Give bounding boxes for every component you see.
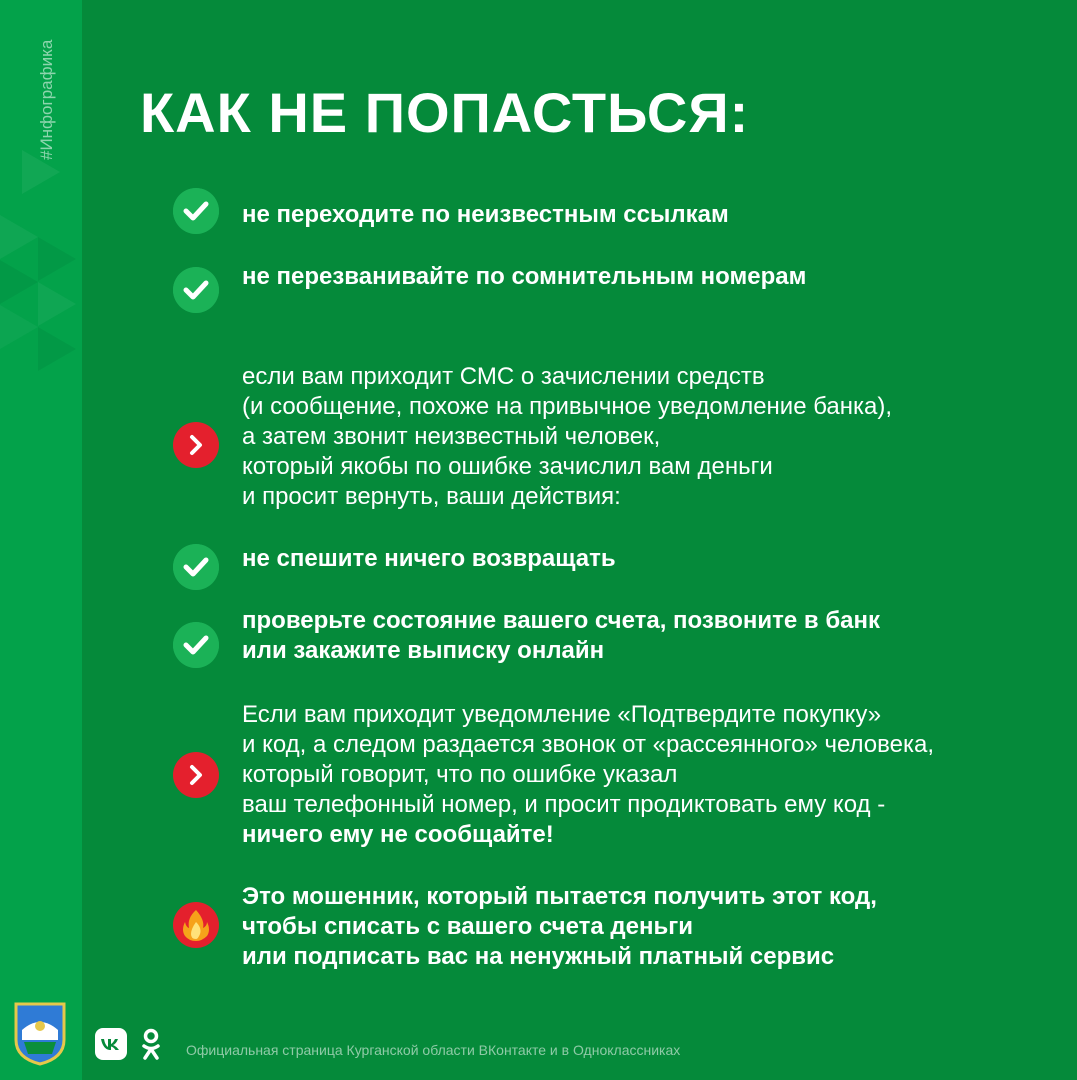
tip-text-2: не перезванивайте по сомнительным номерам: [242, 263, 807, 290]
check-icon: [173, 544, 219, 590]
check-icon: [173, 188, 219, 234]
page-title: КАК НЕ ПОПАСТЬСЯ:: [140, 81, 750, 144]
chevron-right-icon: [173, 752, 219, 798]
tip-text-5: проверьте состояние вашего счета, позвоните в банк или закажите выписку онлайн: [242, 607, 881, 664]
check-icon: [173, 622, 219, 668]
triangle-pattern: [0, 0, 82, 1080]
vk-logo-icon[interactable]: [95, 1028, 127, 1060]
left-sidebar: [0, 0, 82, 1080]
scenario-sms-text: если вам приходит СМС о зачислении средств (и сообщение, похоже на привычное уведомление банка), а затем звонит неизвестный человек, который якобы по ошибке зачислил вам деньги и просит вернуть, ваши действия:: [242, 363, 893, 510]
chevron-right-icon: [173, 422, 219, 468]
check-icon: [173, 267, 219, 313]
footer-caption: Официальная страница Курганской области ВКонтакте и в Одноклассниках: [186, 1042, 681, 1058]
fire-icon: [173, 902, 219, 948]
scenario-purchase-text: Если вам приходит уведомление «Подтвердите покупку» и код, а следом раздается звонок от «рассеянного» человека, который говорит, что по ошибке указал ваш телефонный номер, и просит продиктовать ему код - ничего ему не сообщайте!: [242, 701, 935, 848]
tip-text-4: не спешите ничего возвращать: [242, 545, 616, 572]
fraud-warning-text: Это мошенник, который пытается получить этот код, чтобы списать с вашего счета деньги или подписать вас на ненужный платный сервис: [242, 883, 877, 970]
tip-text-1: не переходите по неизвестным ссылкам: [242, 201, 729, 228]
kurgan-region-crest-icon: [12, 1000, 68, 1066]
odnoklassniki-logo-icon[interactable]: [141, 1028, 161, 1062]
hashtag-label: #Инфографика: [37, 39, 56, 160]
